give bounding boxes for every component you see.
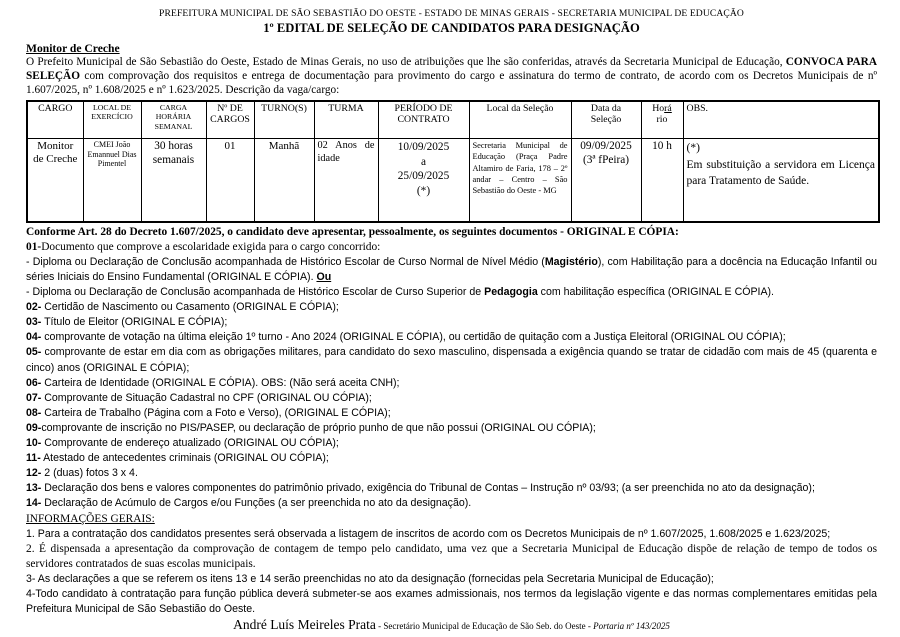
text-segment: 1. Para a contratação dos candidatos presentes será observada a listagem de inscritos de acordo com os Decretos Municipais de nº 1.607/2025, 1.608/2025 e 1.623/2025; — [26, 527, 831, 540]
text-segment: 13- — [26, 482, 42, 495]
header-num-cargos: Nº DE CARGOS — [206, 101, 254, 139]
text-segment: Certidão de Nascimento ou Casamento (ORIGINAL E CÓPIA); — [41, 301, 339, 314]
text-segment: (*) — [686, 142, 700, 155]
text-segment: 12- — [26, 467, 42, 480]
cell-turnos: Manhã — [254, 139, 314, 222]
info-line — [26, 572, 877, 587]
text-segment: comprovante de inscrição no PIS/PASEP, ou declaração de próprio punho de que não possui (ORIGINAL OU CÓPIA); — [41, 421, 596, 434]
signature-line — [26, 617, 877, 634]
cell-periodo-contrato — [378, 139, 469, 222]
cell-turma: 02 Anos de idade — [314, 139, 378, 222]
text-segment: Conforme Art. 28 do Decreto 1.607/2025, o candidato deve apresentar, pessoalmente, os seguintes documentos - ORIGINAL E CÓPIA: — [26, 225, 679, 238]
cell-cargo: Monitor de Creche — [27, 139, 83, 222]
text-segment: Carteira de Identidade (ORIGINAL E CÓPIA). OBS: (Não será aceita CNH); — [41, 376, 400, 389]
text-segment: CONVOCA PARA SELEÇÃO — [26, 56, 877, 82]
text-segment: com comprovação dos requisitos e entrega de documentação para provimento do cargo e assinatura do termo de contrato, de acordo com os Decretos Municipais de nº 1.607/2025, nº 1.608/2025 e nº 1.623/2025. Descrição da vaga/cargo: — [26, 69, 877, 96]
text-segment: - Diploma ou Declaração de Conclusão acompanhada de Histórico Escolar de Curso Superior de — [26, 286, 485, 299]
text-segment: Declaração dos bens e valores componentes do patrimônio privado, exigência do Tribunal de Contas – Instrução nº 03/93; (a ser preenchida no ato da designação); — [41, 482, 815, 495]
text-segment: 03- — [26, 316, 42, 329]
text-segment: Secretário Municipal de Educação de São Seb. do Oeste — [383, 621, 586, 632]
header-carga-horaria: CARGA HORÁRIA SEMANAL — [141, 101, 206, 139]
document-line — [26, 225, 877, 240]
text-segment: André Luís Meireles Prata — [233, 617, 376, 633]
text-segment: 11- — [26, 452, 41, 465]
text-segment: Portaria nº 143/2025 — [593, 621, 670, 632]
header-horario — [641, 101, 683, 139]
header-data-selecao: Data da Seleção — [571, 101, 641, 139]
text-segment: 02- — [26, 301, 42, 314]
text-segment: 08- — [26, 406, 42, 419]
cell-data-selecao — [571, 139, 641, 222]
text-segment: Carteira de Trabalho (Página com a Foto e Verso), (ORIGINAL E CÓPIA); — [41, 406, 391, 419]
document-header-line: PREFEITURA MUNICIPAL DE SÃO SEBASTIÃO DO OESTE - ESTADO DE MINAS GERAIS - SECRETARIA MUNICIPAL DE EDUCAÇÃO — [159, 8, 744, 19]
text-segment: Atestado de antecedentes criminais (ORIGINAL OU CÓPIA); — [40, 452, 329, 465]
document-line — [26, 391, 877, 406]
document-line — [26, 436, 877, 451]
text-segment: 01- — [26, 240, 42, 253]
text-segment: Comprovante de endereço atualizado (ORIGINAL OU CÓPIA); — [41, 437, 339, 450]
cell-horario: 10 h — [641, 139, 683, 222]
text-segment: Título de Eleitor (ORIGINAL E CÓPIA); — [41, 316, 228, 329]
text-segment: 10- — [26, 437, 42, 450]
document-line — [26, 376, 877, 391]
text-segment: ), com Habilitação para a docência na Educação Infantil ou séries Iniciais do Ensino Fundamental (ORIGINAL E CÓPIA). — [26, 255, 877, 283]
text-segment: 07- — [26, 391, 42, 404]
header-obs: OBS. — [683, 101, 879, 139]
text-segment: 04- — [26, 331, 42, 344]
document-line — [26, 421, 877, 436]
text-segment: comprovante de estar em dia com as obrigações militares, para candidato do sexo masculino, dispensada a exigência quando se tratar de cidadão com mais de 45 (quarenta e cinco) anos (ORIGINAL E CÓPIA); — [26, 346, 877, 374]
text-segment: 06- — [26, 376, 42, 389]
document-line — [26, 451, 877, 466]
section-heading-monitor-de-creche: Monitor de Creche — [26, 42, 120, 55]
document-line — [26, 315, 877, 330]
intro-paragraph — [26, 56, 877, 98]
header-periodo-contrato: PERÍODO DE CONTRATO — [378, 101, 469, 139]
text-segment: 14- — [26, 497, 42, 510]
text-segment: comprovante de votação na última eleição 1º turno - Ano 2024 (ORIGINAL E CÓPIA), ou certidão de quitação com a Justiça Eleitoral (ORIGINAL OU CÓPIA); — [41, 331, 786, 344]
cell-num-cargos: 01 — [206, 139, 254, 222]
info-section — [26, 527, 877, 618]
documents-section — [26, 225, 877, 512]
text-segment: - Diploma ou Declaração de Conclusão acompanhada de Histórico Escolar de Curso Normal de Nível Médio ( — [26, 255, 545, 268]
document-line — [26, 240, 877, 255]
text-segment: 10/09/2025 — [397, 141, 450, 154]
header-turnos: TURNO(S) — [254, 101, 314, 139]
header-turma: TURMA — [314, 101, 378, 139]
document-line — [26, 330, 877, 345]
text-segment: 2. É dispensada a apresentação da comprovação de contagem de tempo pelo candidato, uma vez que a Secretaria Municipal de Educação dispõe de relação de tempo de todos os servidores contratados de suas escolas municipais. — [26, 542, 877, 570]
document-line — [26, 496, 877, 511]
info-section-heading: INFORMAÇÕES GERAIS: — [26, 512, 155, 525]
text-segment: Declaração de Acúmulo de Cargos e/ou Funções (a ser preenchida no ato da designação). — [41, 497, 472, 510]
document-line — [26, 345, 877, 375]
text-segment: - — [585, 621, 594, 632]
cell-local-exercicio: CMEI João Emannuel Dias Pimentel — [83, 139, 141, 222]
text-segment: 09- — [26, 421, 42, 434]
header-local-selecao: Local da Seleção — [469, 101, 571, 139]
edital-title: 1º EDITAL DE SELEÇÃO DE CANDIDATOS PARA DESIGNAÇÃO — [263, 21, 640, 35]
table-header-row — [27, 101, 879, 139]
text-segment: O Prefeito Municipal de São Sebastião do Oeste, Estado de Minas Gerais, no uso de atribuições que lhe são conferidas, através da Secretaria Municipal de Educação, — [26, 56, 786, 68]
text-segment: - — [375, 621, 384, 632]
text-segment: rio — [656, 114, 668, 126]
text-segment: a — [420, 155, 426, 168]
document-line — [26, 406, 877, 421]
vacancy-table — [26, 100, 880, 223]
info-line — [26, 587, 877, 617]
text-segment: (3ª fPeira) — [582, 153, 630, 166]
text-segment: Pedagogia — [484, 286, 538, 299]
text-segment: Magistério — [544, 255, 598, 268]
text-segment: 25/09/2025 — [397, 170, 450, 183]
text-segment: com habilitação específica (ORIGINAL E CÓPIA). — [537, 286, 775, 299]
text-segment: (*) — [416, 184, 431, 197]
info-line — [26, 527, 877, 542]
document-line — [26, 481, 877, 496]
document-line — [26, 285, 877, 300]
info-line — [26, 542, 877, 572]
document-line — [26, 255, 877, 285]
text-segment: Comprovante de Situação Cadastral no CPF (ORIGINAL OU CÓPIA); — [41, 391, 372, 404]
cell-carga-horaria: 30 horas semanais — [141, 139, 206, 222]
cell-local-selecao: Secretaria Municipal de Educação (Praça Padre Altamiro de Faria, 178 – 2º andar – Centro – São Sebastião do Oeste - MG — [469, 139, 571, 222]
header-local-exercicio: LOCAL DE EXERCÍCIO — [83, 101, 141, 139]
text-segment: Ou — [316, 271, 332, 283]
text-segment: 2 (duas) fotos 3 x 4. — [41, 467, 138, 480]
text-segment: 3- As declarações a que se referem os itens 13 e 14 serão preenchidas no ato da designação (fornecidas pela Secretaria Municipal de Educação); — [26, 572, 714, 585]
table-row — [27, 139, 879, 222]
text-segment: Documento que comprove a escolaridade exigida para o cargo concorrido: — [41, 240, 381, 253]
document-line — [26, 300, 877, 315]
text-segment: rá — [664, 102, 672, 114]
text-segment: 4-Todo candidato à contratação para função pública deverá submeter-se aos exames admissionais, nos termos da legislação vigente e das normas complementares emitidas pela Prefeitura Municipal de São Sebastião do Oeste. — [26, 587, 877, 616]
cell-obs — [683, 139, 879, 222]
text-segment: Ho — [652, 102, 665, 114]
header-cargo: CARGO — [27, 101, 83, 139]
document-line — [26, 466, 877, 481]
text-segment: 05- — [26, 346, 42, 359]
text-segment: Em substituição a servidora em Licença para Tratamento de Saúde. — [686, 158, 875, 188]
text-segment: 09/09/2025 — [580, 140, 632, 153]
